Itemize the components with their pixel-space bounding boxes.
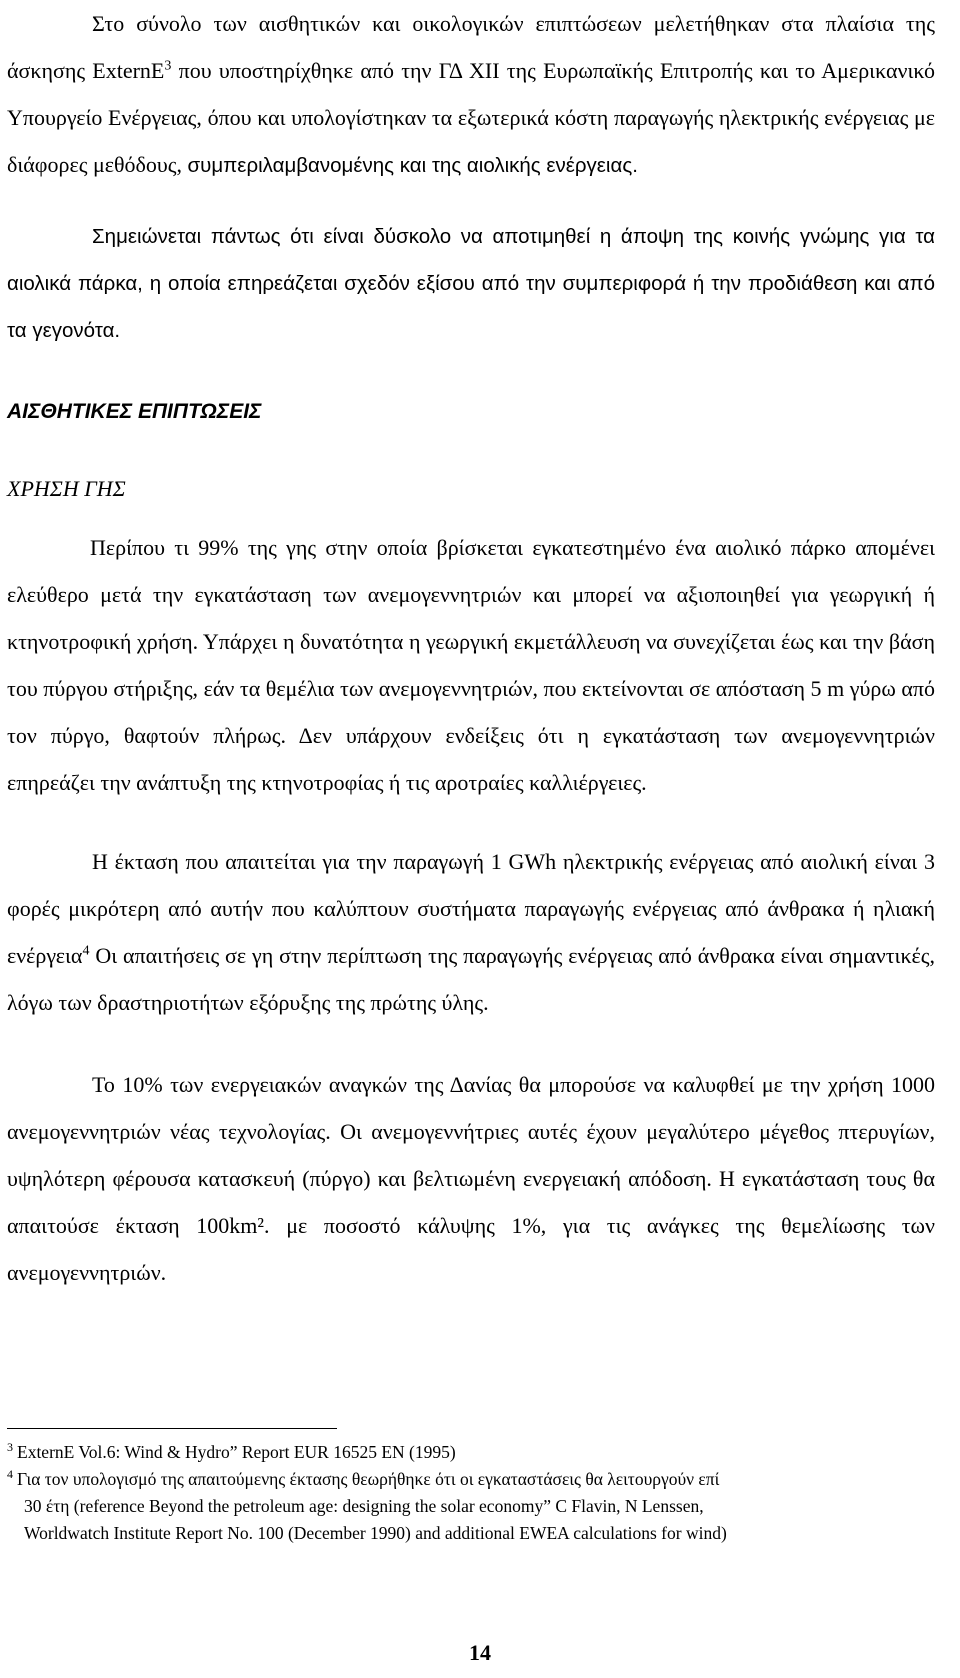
page-number: 14 — [469, 1640, 491, 1665]
section-heading: ΑΙΣΘΗΤΙΚΕΣ ΕΠΙΠΤΩΣΕΙΣ — [7, 400, 262, 423]
footnote-ref-3: 3 — [164, 58, 172, 74]
paragraph-text: που υποστηρίχθηκε από την ΓΔ XII της Ευρωπαϊκής Επιτροπής και το Αμερικανικό Υπουργείο Ενέργειας, όπου και υπολογίστηκαν τα εξωτερικά κόστη παραγωγής ηλεκτρικής ενέργειας με διάφορες μεθόδους, — [7, 58, 935, 177]
paragraph-externe — [7, 0, 935, 189]
subsection-heading: ΧΡΗΣΗ ΓΗΣ — [7, 476, 126, 501]
paragraph-text: Η έκταση που απαιτείται για την παραγωγή 1 GWh ηλεκτρικής ενέργειας από αιολική είναι 3 φορές μικρότερη από αυτήν που καλύπτουν συστήματα παραγωγής ενέργειας από άνθρακα ή ηλιακή ενέργεια — [7, 849, 935, 968]
paragraph-text: Το 10% των ενεργειακών αναγκών της Δανίας θα μπορούσε να καλυφθεί με την χρήση 1000 ανεμογεννητριών νέας τεχνολογίας. Οι ανεμογεννήτριες αυτές έχουν μεγαλύτερο μέγεθος πτερυγίων, υψηλότερη φέρουσα κατασκευή (πύργο) και βελτιωμένη ενεργειακή απόδοση. Η εγκατάσταση τους θα απαιτούσε έκταση 100km². — [7, 1072, 935, 1238]
footnote-separator — [7, 1428, 337, 1429]
footnote-4 — [7, 1466, 935, 1547]
paragraph-gwh-area — [7, 838, 935, 1026]
footnote-3 — [7, 1439, 935, 1466]
footnote-number: 3 — [7, 1440, 13, 1455]
paragraph-text: Στο σύνολο των αισθητικών και οικολογικών επιπτώσεων μελετήθηκαν στα πλαίσια της άσκησης ExternE — [7, 11, 935, 83]
footnote-text: ExternE Vol.6: Wind & Hydro” Report EUR 16525 EN (1995) — [17, 1442, 456, 1462]
paragraph-text: με ποσοστό κάλυψης 1%, για τις ανάγκες της θεμελίωσης των ανεμογεννητριών. — [7, 1213, 935, 1285]
footnote-text: Worldwatch Institute Report No. 100 (December 1990) and additional EWEA calculations for wind) — [24, 1523, 727, 1543]
footnote-text: 30 έτη (reference Beyond the petroleum age: designing the solar economy” C Flavin, N Lenssen, — [24, 1496, 704, 1516]
paragraph-land-use: Περίπου τι 99% της γης στην οποία βρίσκεται εγκατεστημένο ένα αιολικό πάρκο απομένει ελεύθερο μετά την εγκατάσταση των ανεμογεννητριών και μπορεί να αξιοποιηθεί για γεωργική ή κτηνοτροφική χρήση. Υπάρχει η δυνατότητα η γεωργική εκμετάλλευση να συνεχίζεται έως και την βάση του πύργου στήριξης, εάν τα θεμέλια των ανεμογεννητριών, που εκτείνονται σε απόσταση 5 m γύρω από τον πύργο, θαφτούν πλήρως. Δεν υπάρχουν ενδείξεις ότι η εγκατάσταση των ανεμογεννητριών επηρεάζει την ανάπτυξη της κτηνοτροφίας ή τις αροτραίες καλλιέργειες. — [7, 535, 935, 795]
paragraph-denmark — [7, 1061, 935, 1296]
footnote-text: Για τον υπολογισμό της απαιτούμενης έκτασης θεωρήθηκε ότι οι εγκαταστάσεις θα λειτουργούν επί — [17, 1469, 720, 1489]
paragraph-text: συμπεριλαμβανομένης και της αιολικής ενέργειας. — [187, 154, 638, 177]
footnote-ref-4: 4 — [82, 943, 90, 959]
footnote-number: 4 — [7, 1467, 13, 1482]
paragraph-public-opinion: Σημειώνεται πάντως ότι είναι δύσκολο να αποτιμηθεί η άποψη της κοινής γνώμης για τα αιολικά πάρκα, η οποία επηρεάζεται σχεδόν εξίσου από την συμπεριφορά ή την προδιάθεση και από τα γεγονότα. — [7, 225, 935, 342]
paragraph-text: Οι απαιτήσεις σε γη στην περίπτωση της παραγωγής ενέργειας από άνθρακα είναι σημαντικές, λόγω των δραστηριοτήτων εξόρυξης της πρώτης ύλης. — [7, 943, 935, 1015]
